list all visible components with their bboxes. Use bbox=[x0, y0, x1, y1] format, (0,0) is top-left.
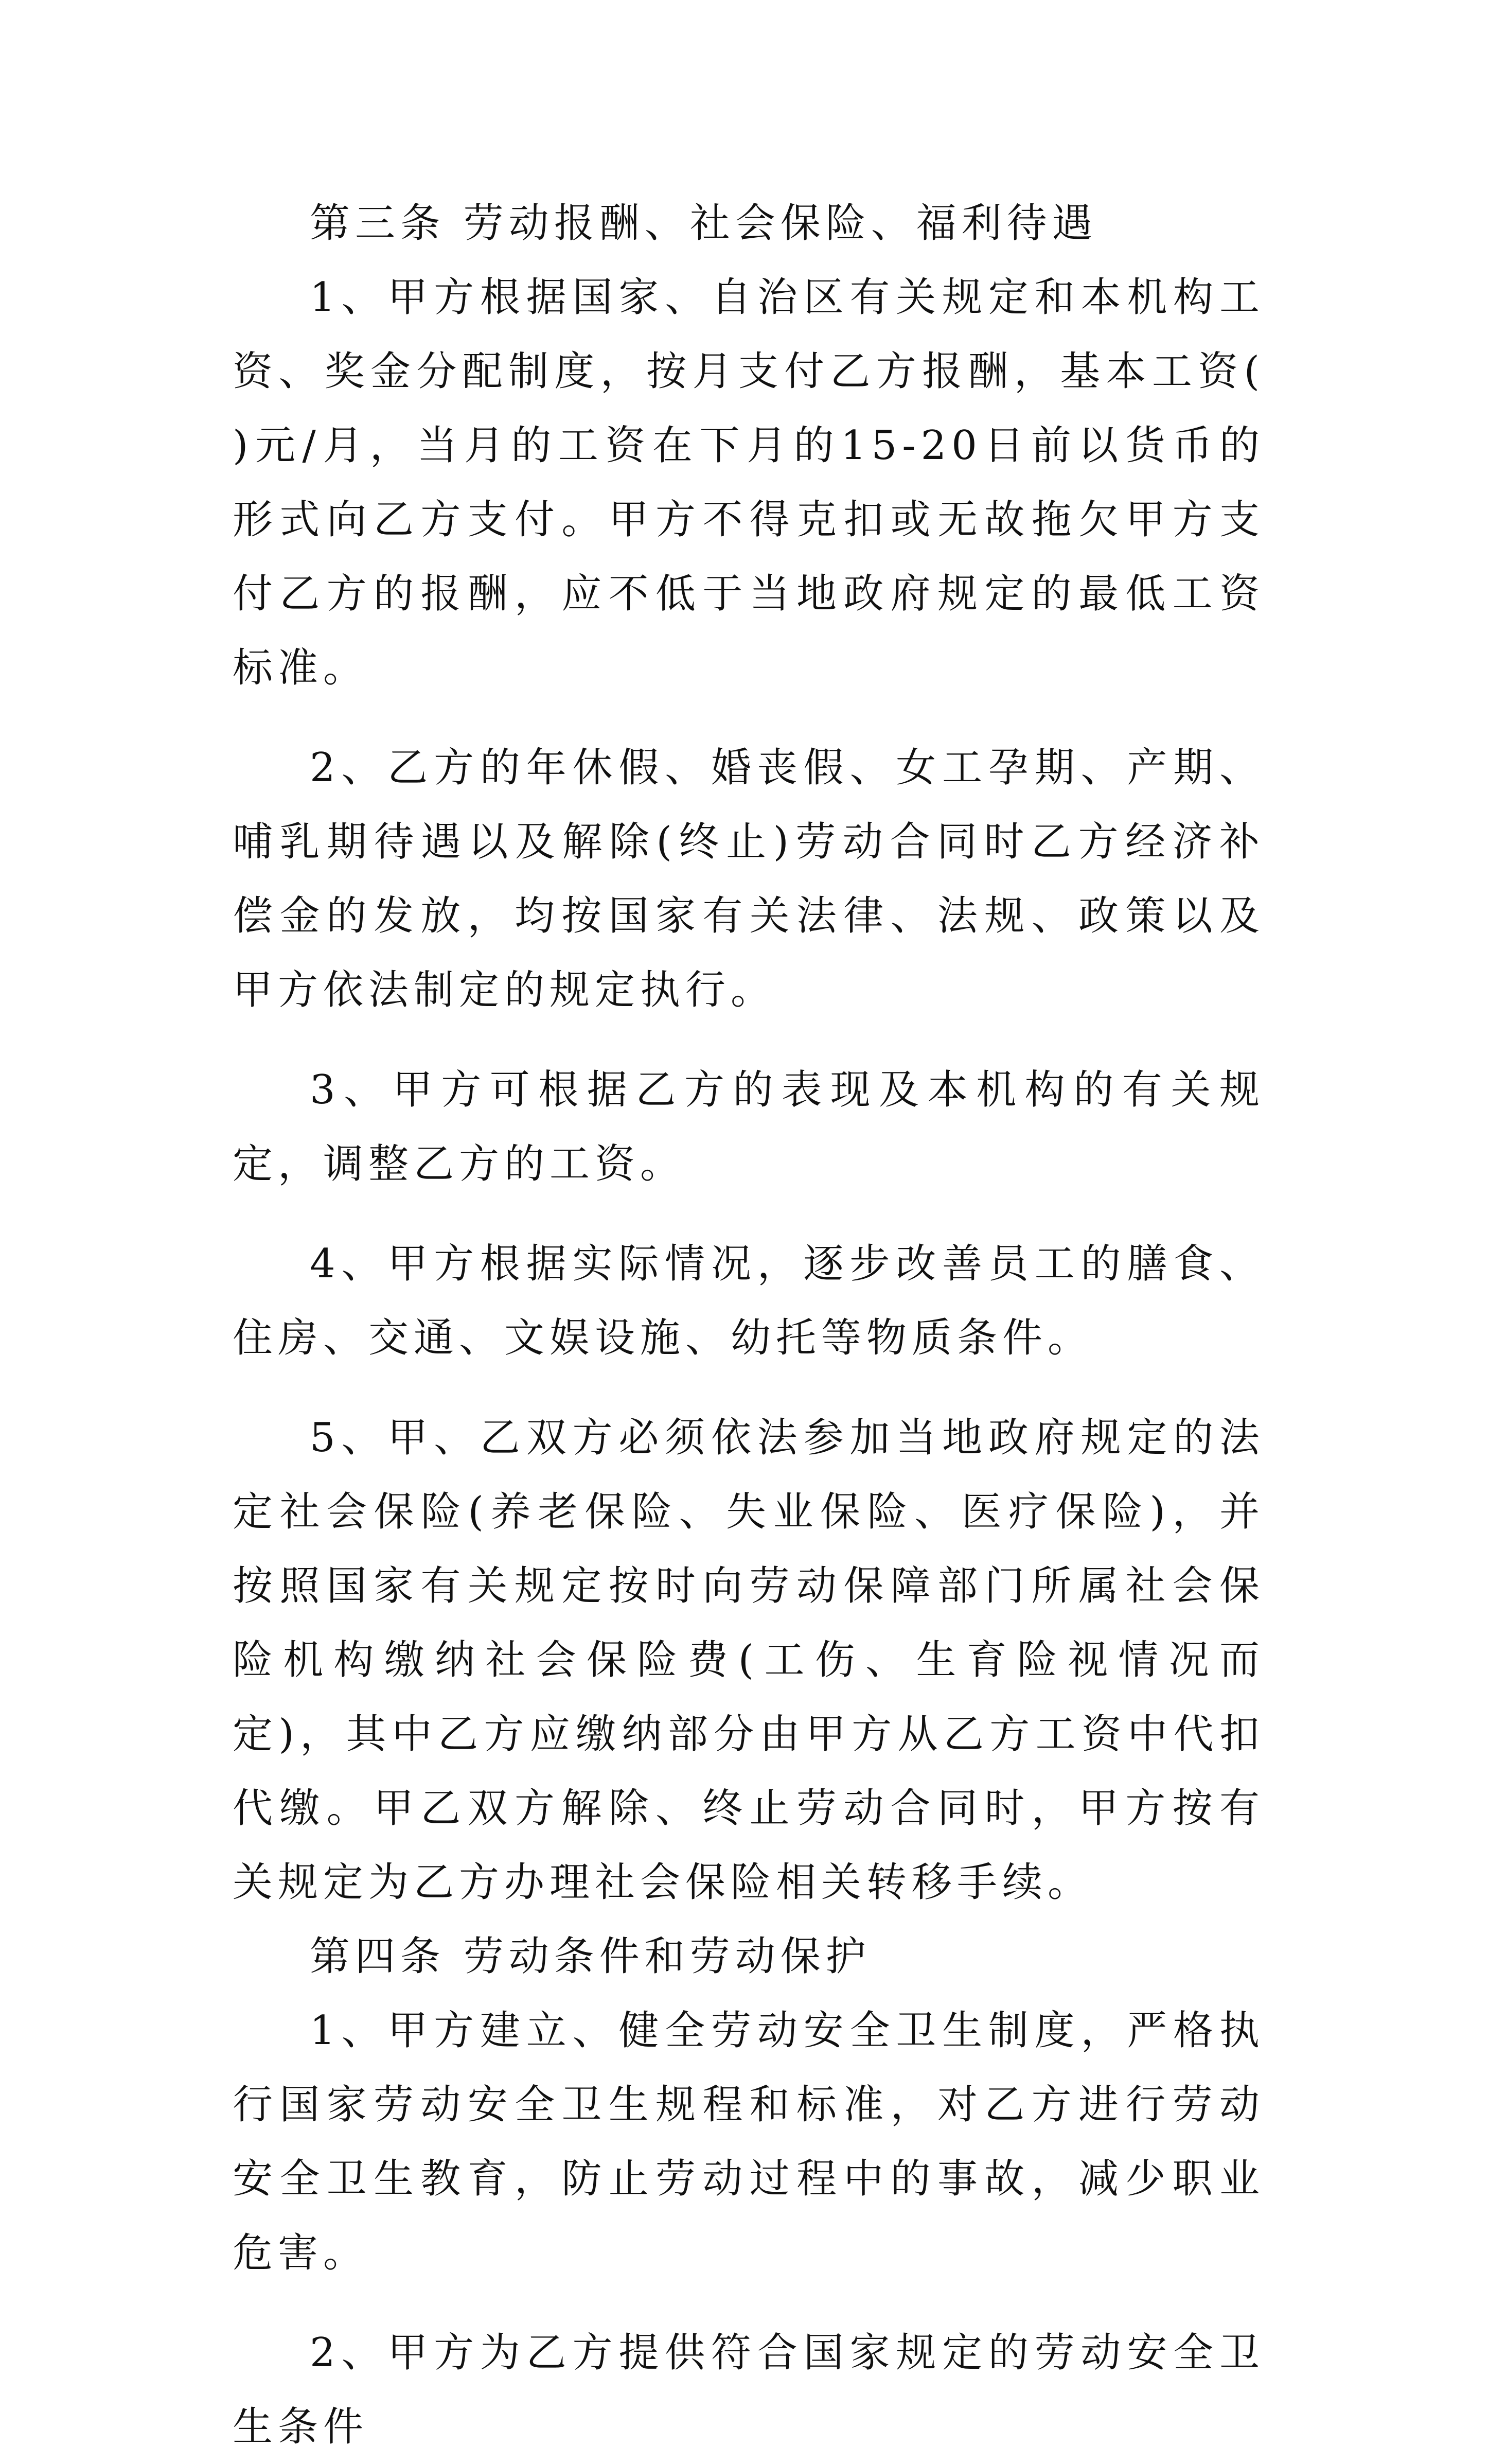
section-heading-article-3: 第三条 劳动报酬、社会保险、福利待遇 bbox=[310, 200, 1097, 247]
document-body bbox=[233, 186, 1265, 2464]
paragraph: 3、甲方可根据乙方的表现及本机构的有关规定，调整乙方的工资。 bbox=[233, 1067, 1265, 1187]
paragraph: 5、甲、乙双方必须依法参加当地政府规定的法定社会保险(养老保险、失业保险、医疗保险)，并按照国家有关规定按时向劳动保障部门所属社会保险机构缴纳社会保险费(工伤、生育险视情况而定)，其中乙方应缴纳部分由甲方从乙方工资中代扣代缴。甲乙双方解除、终止劳动合同时，甲方按有关规定为乙方办理社会保险相关转移手续。 bbox=[233, 1415, 1265, 1906]
paragraph: 2、甲方为乙方提供符合国家规定的劳动安全卫生条件 bbox=[233, 2330, 1265, 2450]
paragraph: 1、甲方建立、健全劳动安全卫生制度，严格执行国家劳动安全卫生规程和标准，对乙方进行劳动安全卫生教育，防止劳动过程中的事故，减少职业危害。 bbox=[233, 2008, 1265, 2276]
paragraph: 2、乙方的年休假、婚丧假、女工孕期、产期、哺乳期待遇以及解除(终止)劳动合同时乙方经济补偿金的发放，均按国家有关法律、法规、政策以及甲方依法制定的规定执行。 bbox=[233, 745, 1265, 1013]
section-heading-article-4: 第四条 劳动条件和劳动保护 bbox=[310, 1933, 871, 1980]
paragraph: 1、甲方根据国家、自治区有关规定和本机构工资、奖金分配制度，按月支付乙方报酬，基本工资( )元/月，当月的工资在下月的15-20日前以货币的形式向乙方支付。甲方不得克扣或无故拖欠甲方支付乙方的报酬，应不低于当地政府规定的最低工资标准。 bbox=[233, 274, 1265, 691]
paragraph: 4、甲方根据实际情况，逐步改善员工的膳食、住房、交通、文娱设施、幼托等物质条件。 bbox=[233, 1241, 1265, 1361]
